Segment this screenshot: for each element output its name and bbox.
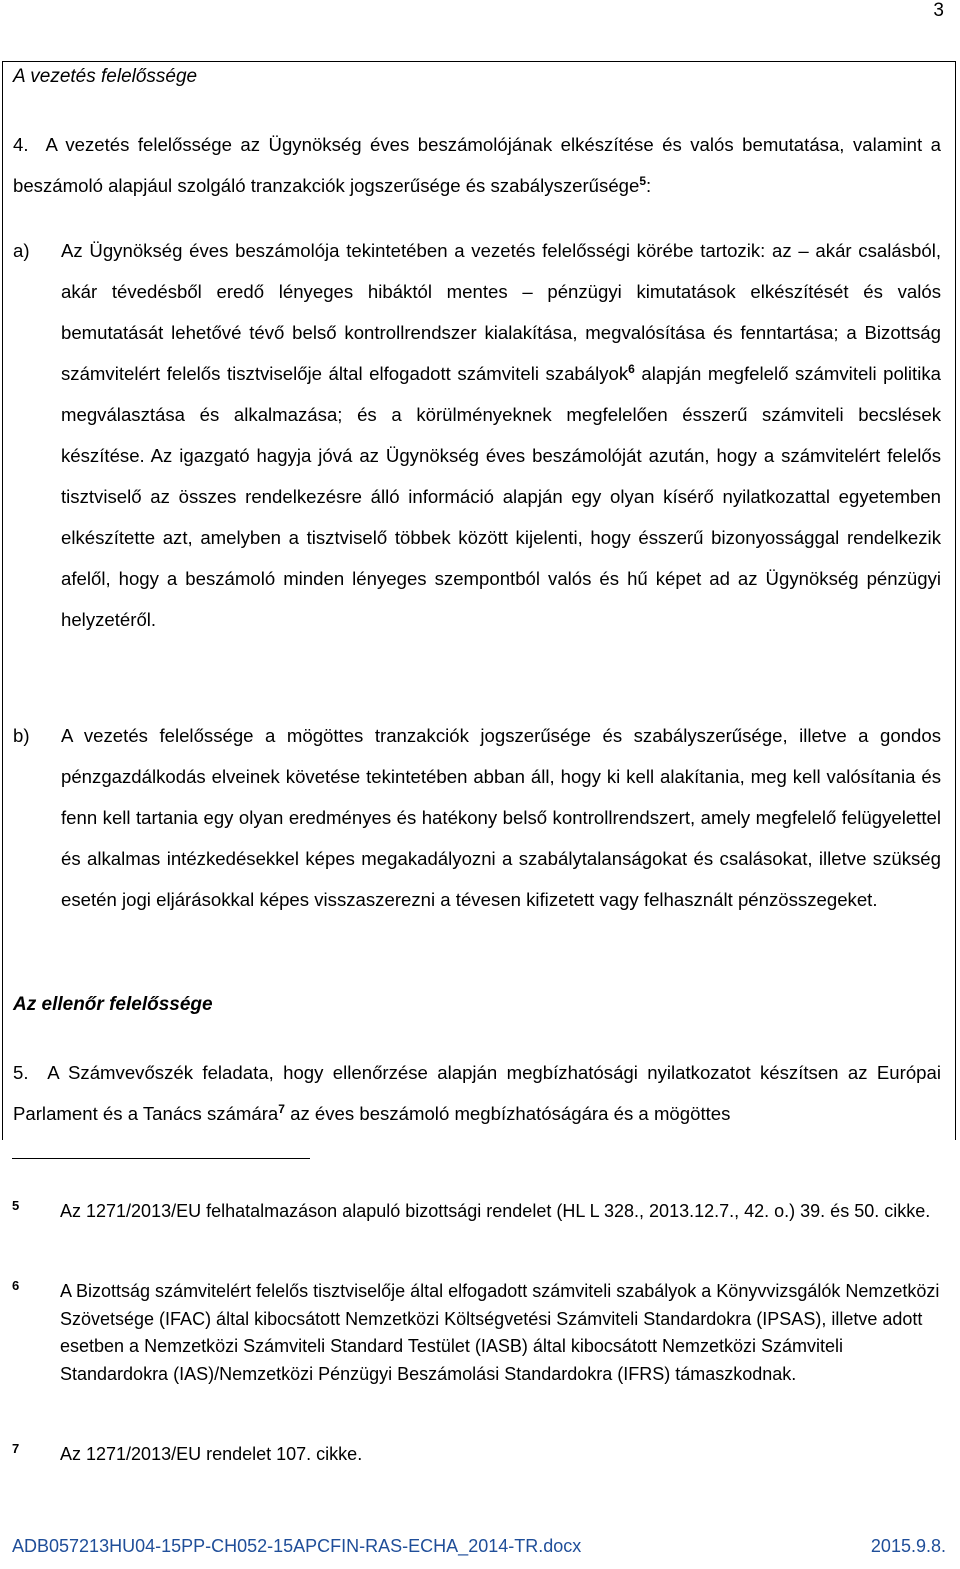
footnote-ref-5[interactable]: 5 xyxy=(639,173,647,188)
page-number: 3 xyxy=(933,0,944,21)
list-item-a-text-1: Az Ügynökség éves beszámolója tekintetében a vezetés felelősségi körébe tartozik: az – akár csalásból, akár tévedésből eredő lényeges hibáktól mentes – pénzügyi kimutatások elkészítését és valós bemutatását lehetővé tévő belső kontrollrendszer kialakítása, megvalósítása és fenntartása; a Bizottság számvitelért felelős tisztviselője által elfogadott számviteli szabályok xyxy=(61,240,941,384)
paragraph-4-tail: : xyxy=(646,175,652,196)
list-item-a xyxy=(13,230,941,640)
footnote-6-text: A Bizottság számvitelért felelős tisztviselője által elfogadott számviteli szabályok a Könyvvizsgálók Nemzetközi Szövetsége (IFAC) által kibocsátott Nemzetközi Költségvetési Számviteli Standardokra (IPSAS), illetve adott esetben a Nemzetközi Számviteli Standard Testület (IASB) által kibocsátott Nemzetközi Számviteli Standardokra (IAS)/Nemzetközi Pénzügyi Beszámolási Standardokra (IFRS) támaszkodnak. xyxy=(60,1281,940,1384)
paragraph-4-text: 4. A vezetés felelőssége az Ügynökség éves beszámolójának elkészítése és valós bemutatása, valamint a beszámoló alapjául szolgáló tranzakciók jogszerűsége és szabályszerűsége xyxy=(13,134,941,196)
footnote-5-text: Az 1271/2013/EU felhatalmazáson alapuló bizottsági rendelet (HL L 328., 2013.12.7., 42. o.) 39. és 50. cikke. xyxy=(60,1201,931,1221)
footnote-7-text: Az 1271/2013/EU rendelet 107. cikke. xyxy=(60,1444,363,1464)
footer-filename: ADB057213HU04-15PP-CH052-15APCFIN-RAS-ECHA_2014-TR.docx xyxy=(12,1536,582,1556)
footnote-5-number: 5 xyxy=(12,1198,20,1213)
list-item-b-body: A vezetés felelőssége a mögöttes tranzakciók jogszerűsége és szabályszerűsége, illetve a gondos pénzgazdálkodás elveinek követése tekintetében abban áll, hogy ki kell alakítania, meg kell valósítania és fenn kell tartania egy olyan eredményes és hatékony belső kontrollrendszert, amely megfelelő felügyelettel és alkalmas intézkedésekkel képes megakadályozni a szabálytalanságokat és csalásokat, illetve szükség esetén jogi eljárásokkal képes visszaszerezni a tévesen kifizetett vagy felhasznált pénzösszegeket. xyxy=(61,725,941,910)
footnote-ref-7[interactable]: 7 xyxy=(278,1101,285,1116)
page-footer xyxy=(12,1536,946,1557)
footnote-ref-6[interactable]: 6 xyxy=(628,361,635,376)
paragraph-4 xyxy=(13,124,941,206)
paragraph-5-text-1: 5. A Számvevőszék feladata, hogy ellenőrzése alapján megbízhatósági nyilatkozatot készítsen az Európai Parlament és a Tanács számára xyxy=(13,1062,941,1124)
report-frame xyxy=(2,61,956,1140)
list-marker-b: b) xyxy=(13,725,30,746)
list-marker-a: a) xyxy=(13,240,30,261)
footer-date: 2015.9.8. xyxy=(870,1536,946,1556)
footnote-6 xyxy=(12,1278,942,1388)
footnote-7-number: 7 xyxy=(12,1441,20,1456)
section-heading-auditor: Az ellenőr felelőssége xyxy=(13,994,213,1015)
section-heading-management: A vezetés felelőssége xyxy=(13,66,198,87)
list-item-b xyxy=(13,715,941,920)
footnote-separator xyxy=(12,1158,310,1159)
list-item-a-body xyxy=(61,230,941,640)
footnote-5 xyxy=(12,1198,942,1226)
footnote-7 xyxy=(12,1441,942,1469)
paragraph-5 xyxy=(13,1052,941,1134)
list-item-a-text-2: alapján megfelelő számviteli politika megválasztása és alkalmazása; és a körülményeknek megfelelően ésszerű számviteli becslések készítése. Az igazgató hagyja jóvá az Ügynökség éves beszámolóját azután, hogy a számvitelért felelős tisztviselő az összes rendelkezésre álló információ alapján egy olyan kísérő nyilatkozattal egyetemben elkészítette azt, amelyben a tisztviselő többek között kijelenti, hogy ésszerű bizonyossággal rendelkezik afelől, hogy a beszámoló minden lényeges szempontból valós és hű képet ad az Ügynökség pénzügyi helyzetéről. xyxy=(61,363,941,630)
paragraph-5-text-2: az éves beszámoló megbízhatóságára és a mögöttes xyxy=(284,1103,731,1124)
footnote-6-number: 6 xyxy=(12,1278,20,1293)
